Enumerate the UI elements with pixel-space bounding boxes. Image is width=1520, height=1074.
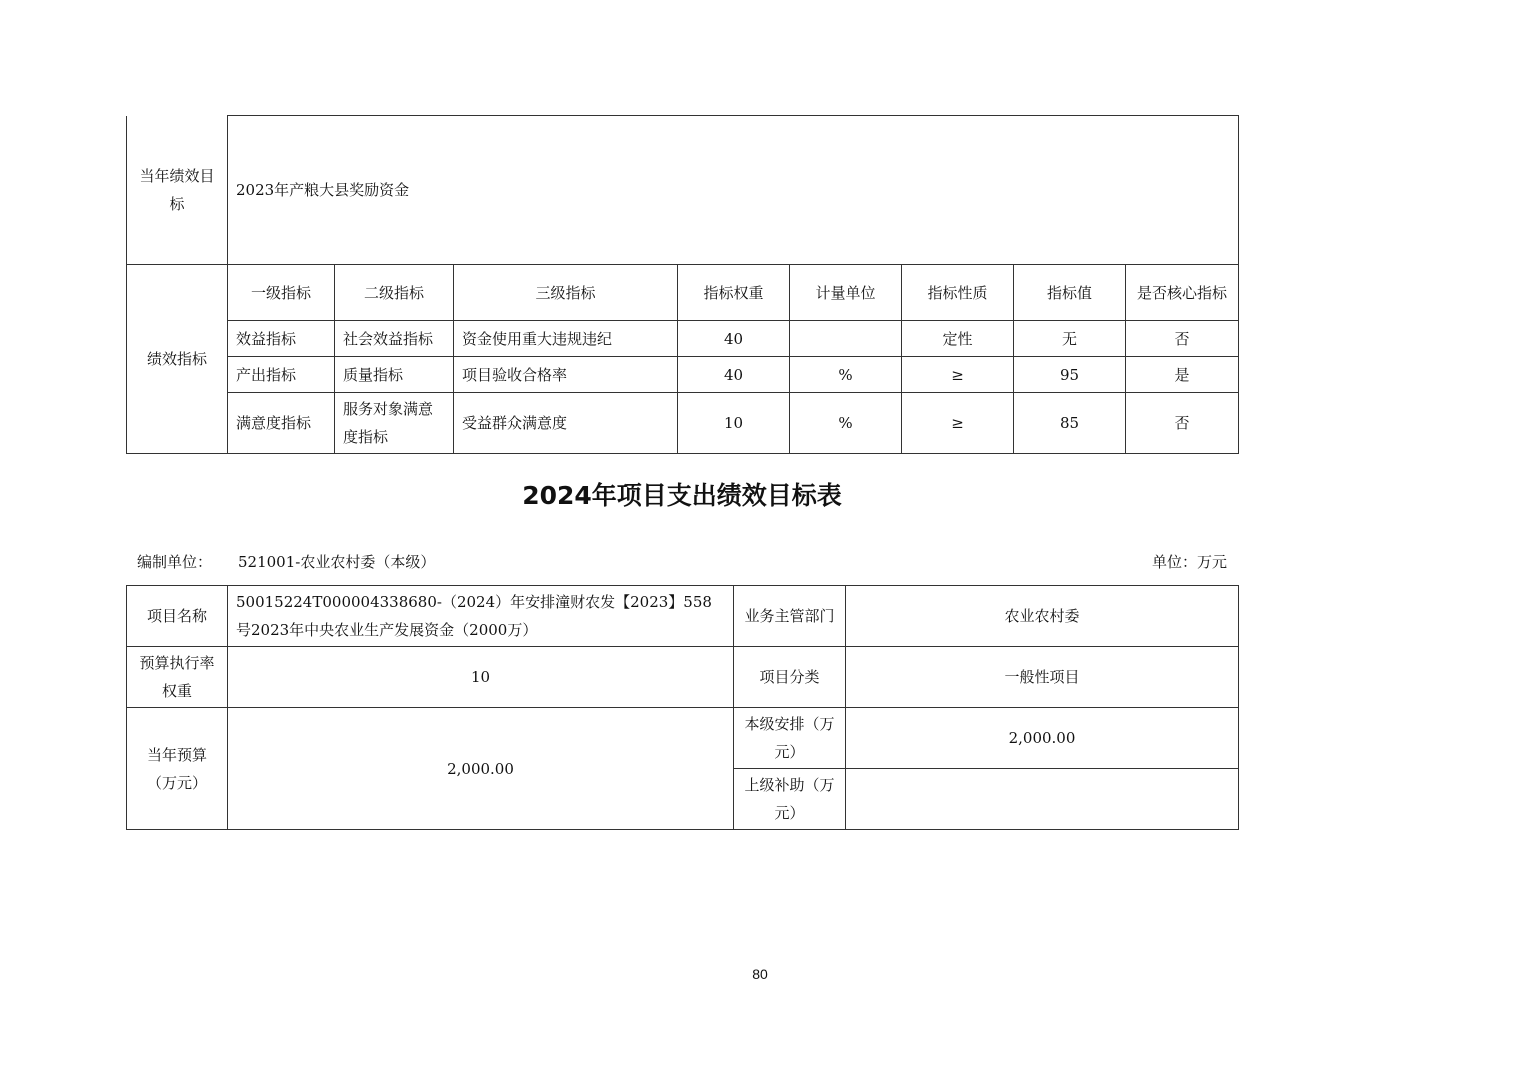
header-unit: 计量单位 [790,265,902,321]
cell-level3: 项目验收合格率 [454,357,678,393]
cell-level1: 满意度指标 [228,393,335,454]
upper-subsidy-label: 上级补助（万元） [734,769,846,830]
cell-core: 否 [1126,393,1239,454]
project-name-value: 50015224T000004338680-（2024）年安排潼财农发【2023】558号2023年中央农业生产发展资金（2000万） [228,586,734,647]
cell-value: 95 [1014,357,1126,393]
currency-unit: 单位：万元 [1151,553,1227,571]
cell-level2: 服务对象满意度指标 [335,393,454,454]
cell-level3: 资金使用重大违规违纪 [454,321,678,357]
cell-level3: 受益群众满意度 [454,393,678,454]
unit-value: 521001-农业农村委（本级） [238,553,436,571]
cell-level2: 质量指标 [335,357,454,393]
category-label: 项目分类 [734,647,846,708]
header-value: 指标值 [1014,265,1126,321]
dept-label: 业务主管部门 [734,586,846,647]
cell-unit [790,321,902,357]
cell-nature: 定性 [902,321,1014,357]
performance-goal-value: 2023年产粮大县奖励资金 [228,116,1239,265]
exec-rate-label: 预算执行率权重 [127,647,228,708]
table-title: 2024年项目支出绩效目标表 [522,481,842,510]
exec-rate-value: 10 [228,647,734,708]
project-name-label: 项目名称 [127,586,228,647]
page-number: 80 [752,966,768,982]
header-level3: 三级指标 [454,265,678,321]
cell-core: 否 [1126,321,1239,357]
table-row [127,357,1239,393]
header-level2: 二级指标 [335,265,454,321]
cell-level2: 社会效益指标 [335,321,454,357]
local-budget-value: 2,000.00 [846,708,1239,769]
table-row [127,393,1239,454]
header-level1: 一级指标 [228,265,335,321]
cell-unit: % [790,393,902,454]
header-weight: 指标权重 [678,265,790,321]
unit-label: 编制单位： [137,553,213,571]
cell-level1: 产出指标 [228,357,335,393]
indicators-section-label: 绩效指标 [127,265,228,454]
budget-label: 当年预算（万元） [127,708,228,830]
local-budget-label: 本级安排（万元） [734,708,846,769]
cell-value: 无 [1014,321,1126,357]
header-nature: 指标性质 [902,265,1014,321]
cell-core: 是 [1126,357,1239,393]
cell-nature: ≥ [902,393,1014,454]
cell-weight: 10 [678,393,790,454]
cell-level1: 效益指标 [228,321,335,357]
performance-goal-label: 当年绩效目标 [127,116,228,265]
upper-subsidy-value [846,769,1239,830]
cell-weight: 40 [678,321,790,357]
cell-nature: ≥ [902,357,1014,393]
header-core: 是否核心指标 [1126,265,1239,321]
performance-indicator-table [126,115,1239,454]
category-value: 一般性项目 [846,647,1239,708]
table-row [127,321,1239,357]
cell-weight: 40 [678,357,790,393]
project-info-table [126,585,1239,830]
dept-value: 农业农村委 [846,586,1239,647]
cell-unit: % [790,357,902,393]
cell-value: 85 [1014,393,1126,454]
budget-value: 2,000.00 [228,708,734,830]
